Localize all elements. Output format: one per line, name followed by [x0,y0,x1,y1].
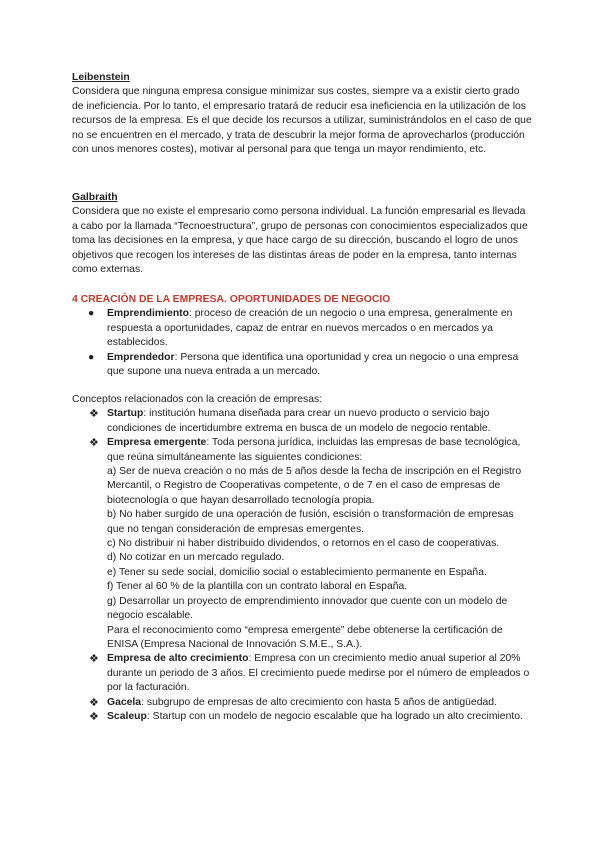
section-4-title: 4 CREACIÓN DE LA EMPRESA. OPORTUNIDADES DE NEGOCIO [72,294,391,305]
condition-b: b) No haber surgido de una operación de fusión, escisión o transformación de empresas que no tengan consideración de empresas emergentes. [107,509,514,535]
bullet-dot-icon: ● [88,308,95,320]
galbraith-section [72,191,532,277]
leibenstein-body: Considera que ninguna empresa consigue minimizar sus costes, siempre va a existir cierto grado de ineficiencia. Por lo tanto, el empresario tratará de reducir esa ineficiencia en la utilización de los recursos de la empresa. Es el que decide los recursos a utilizar, suministrándolos en el caso de que no se encuentren en el mercado, y trata de descubrir la mejor forma de aprovecharlos (producción con unos menores costes), motivar al personal para que tenga un mayor rendimiento, etc. [72,86,532,156]
conceptos-intro: Conceptos relacionados con la creación de empresas: [72,394,323,405]
list-item-scaleup [72,710,532,724]
definition-empresa-emergente: : Toda persona jurídica, incluidas las empresas de base tecnológica, que reúna simultáneamente las siguientes condiciones: [107,437,521,463]
term-emprendedor: Emprendedor [107,351,175,363]
list-item-emprendedor [72,351,532,380]
list-item-alto-crecimiento [72,652,532,695]
definition-alto-crecimiento: : Empresa con un crecimiento medio anual superior al 20% durante un periodo de 3 años. El crecimiento puede medirse por el número de empleados o por la facturación. [107,653,530,694]
diamond-bullet-icon: ❖ [89,437,99,450]
list-item-startup [72,407,532,436]
definition-emprendimiento: : proceso de creación de un negocio o una empresa, generalmente en respuesta a oportunidades, capaz de entrar en nuevos mercados o en mercados ya establecidos. [107,308,513,349]
leibenstein-section [72,71,532,157]
list-item-empresa-emergente [72,436,532,652]
definition-emprendedor: : Persona que identifica una oportunidad y crea un negocio o una empresa que supone una nueva entrada a un mercado. [107,351,519,378]
term-emprendimiento: Emprendimiento [107,308,189,320]
galbraith-body: Considera que no existe el empresario como persona individual. La función empresarial es llevada a cabo por la llamada “Tecnoestructura”, grupo de personas con conocimientos especializados que toma las decisiones en la empresa, y que hace cargo de su dirección, buscando el logro de unos objetivos que recogen los intereses de las distintas áreas de poder en la empresa, tanto internas como externas. [72,206,528,276]
diamond-bullet-icon: ❖ [89,696,99,709]
term-empresa-emergente: Empresa emergente [107,437,207,449]
condition-d: d) No cotizar en un mercado regulado. [107,552,285,564]
list-item-emprendimiento [72,307,532,350]
term-scaleup: Scaleup [107,710,147,722]
term-alto-crecimiento: Empresa de alto crecimiento [107,653,249,665]
diamond-bullet-icon: ❖ [89,710,99,723]
conceptos-section [72,393,532,724]
list-item-gacela [72,696,532,710]
conceptos-list [72,407,532,724]
leibenstein-heading: Leibenstein [72,72,130,83]
term-startup: Startup [107,408,144,420]
condition-g: g) Desarrollar un proyecto de emprendimiento innovador que cuente con un modelo de negocio escalable. [107,595,508,622]
condition-f: f) Tener al 60 % de la plantilla con un contrato laboral en España. [107,581,408,593]
diamond-bullet-icon: ❖ [89,408,99,421]
section-4 [72,293,532,379]
condition-a: a) Ser de nueva creación o no más de 5 años desde la fecha de inscripción en el Registro Mercantil, o Registro de Cooperativas competente, o de 7 en el caso de empresas de biotecnología o que hayan desarrollado tecnología propia. [107,466,522,506]
definition-startup: : institución humana diseñada para crear un nuevo producto o servicio bajo condiciones de incertidumbre extrema en busca de un modelo de negocio rentable. [107,408,491,434]
enisa-note: Para el reconocimiento como “empresa emergente” debe obtenerse la certificación de ENISA (Empresa Nacional de Innovación S.M.E., S.A.). [107,624,503,650]
term-gacela: Gacela [107,696,142,708]
definition-scaleup: : Startup con un modelo de negocio escalable que ha logrado un alto crecimiento. [146,710,523,722]
definition-gacela: : subgrupo de empresas de alto crecimiento con hasta 5 años de antigüedad. [141,696,497,708]
bullet-dot-icon: ● [88,351,95,363]
condition-c: c) No distribuir ni haber distribuido dividendos, o retornos en el caso de cooperativas. [107,538,500,550]
section-4-list [72,307,532,379]
diamond-bullet-icon: ❖ [89,653,99,666]
condition-e: e) Tener su sede social, domicilio social o establecimiento permanente en España. [107,566,487,578]
galbraith-heading: Galbraith [72,192,118,203]
